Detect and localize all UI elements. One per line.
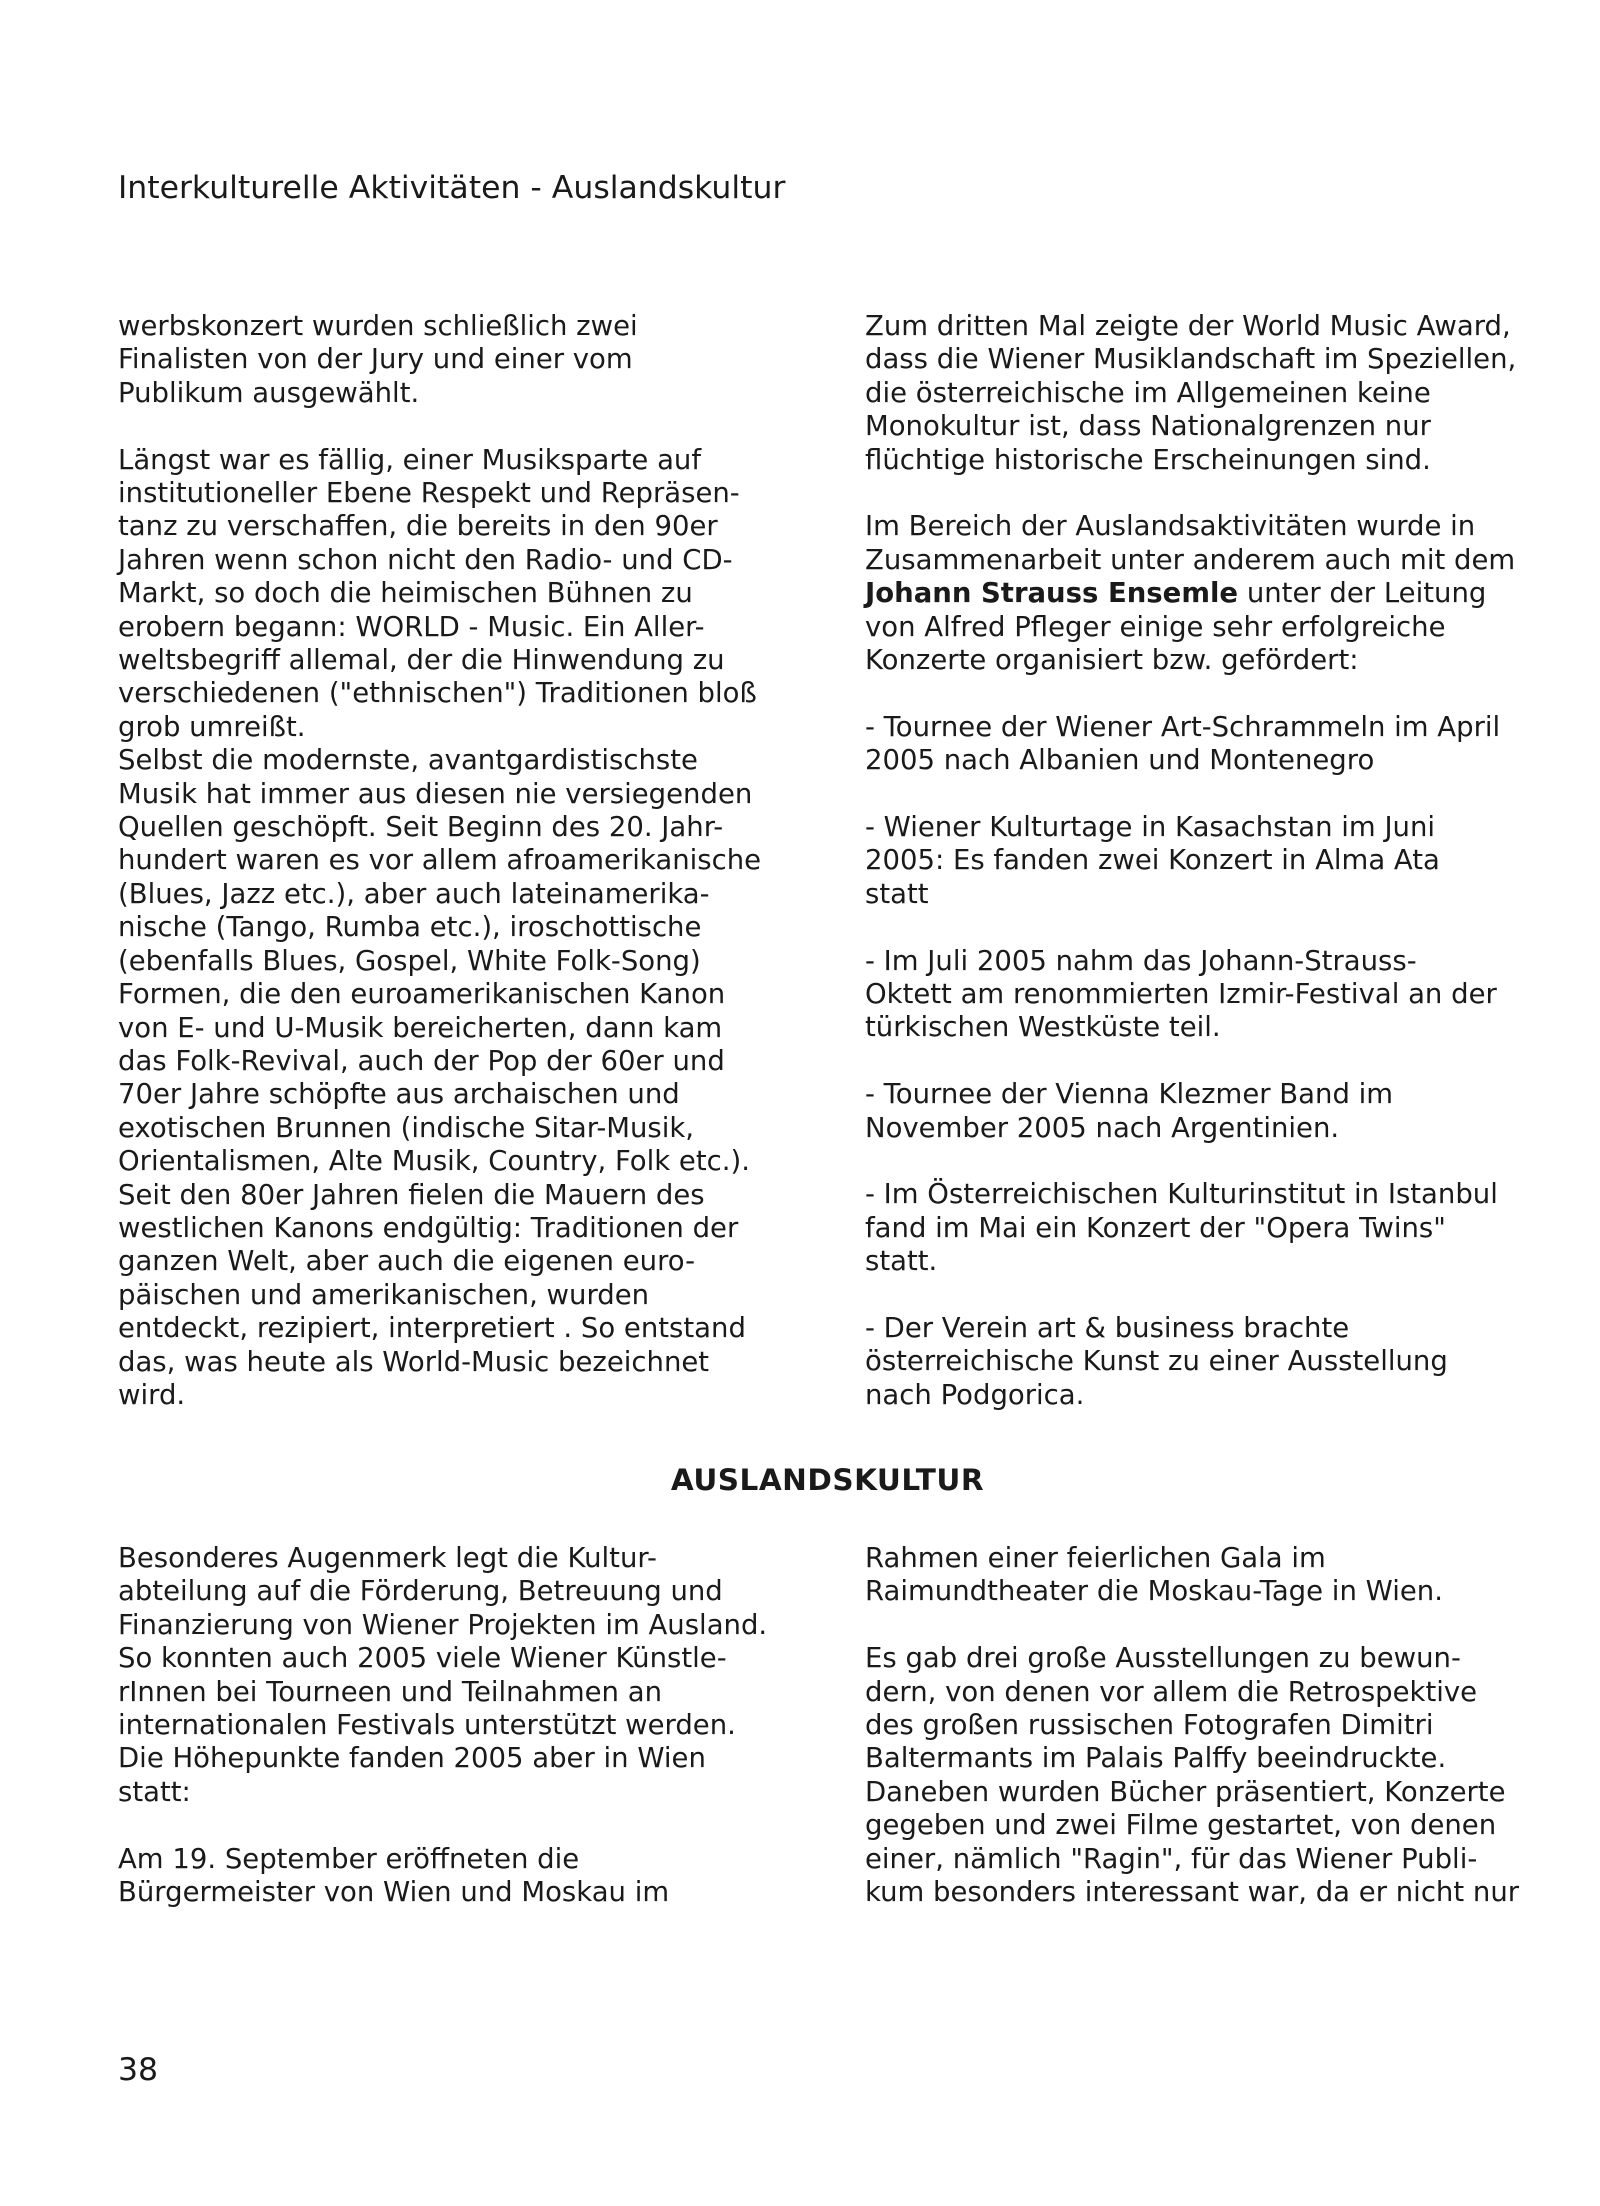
page-header-title: Interkulturelle Aktivitäten - Auslandskultur (118, 170, 786, 206)
text-line: päischen und amerikanischen, wurden (118, 1278, 650, 1311)
column-top-left (118, 310, 818, 1412)
text-line: Formen, die den euroamerikanischen Kanon (118, 978, 726, 1011)
column-bottom-right (865, 1542, 1565, 1909)
text-line: Besonderes Augenmerk legt die Kultur- (118, 1542, 657, 1574)
text-line: - Der Verein art & business brachte (865, 1312, 1350, 1345)
text-line: nach Podgorica. (865, 1378, 1085, 1411)
text-line: November 2005 nach Argentinien. (865, 1111, 1340, 1144)
text-line: Zum dritten Mal zeigte der World Music Award, (865, 310, 1511, 342)
text-line: Markt, so doch die heimischen Bühnen zu (118, 577, 693, 610)
text-line: tanz zu verschaffen, die bereits in den 90er (118, 510, 718, 543)
text-line: türkischen Westküste teil. (865, 1011, 1221, 1044)
paragraph (865, 1542, 1565, 1609)
text-line: wird. (118, 1378, 186, 1411)
list-item (865, 1078, 1565, 1145)
text-line: statt: (118, 1775, 191, 1808)
text-line: - Wiener Kulturtage in Kasachstan im Juni (865, 811, 1436, 844)
text-line: österreichische Kunst zu einer Ausstellung (865, 1345, 1448, 1378)
text-line: - Tournee der Wiener Art-Schrammeln im April (865, 710, 1501, 743)
text-line: Daneben wurden Bücher präsentiert, Konzerte (865, 1775, 1506, 1808)
text-line: Musik hat immer aus diesen nie versiegenden (118, 777, 753, 810)
text-fragment: unter der Leitung (1238, 577, 1487, 610)
text-line: Publikum ausgewählt. (118, 376, 420, 409)
text-line: - Im Juli 2005 nahm das Johann-Strauss- (865, 944, 1417, 977)
text-line: das, was heute als World-Music bezeichnet (118, 1345, 710, 1378)
text-line: dass die Wiener Musiklandschaft im Speziellen, (865, 343, 1517, 376)
text-line: Monokultur ist, dass Nationalgrenzen nur (865, 410, 1431, 443)
text-line: Oktett am renommierten Izmir-Festival an der (865, 978, 1497, 1011)
text-line: - Im Österreichischen Kulturinstitut in Istanbul (865, 1178, 1498, 1211)
text-line: internationalen Festivals unterstützt werden. (118, 1709, 736, 1742)
page-number: 38 (118, 2052, 159, 2088)
column-bottom-left (118, 1542, 818, 1909)
text-line: Zusammenarbeit unter anderem auch mit dem (865, 543, 1516, 576)
list-item (865, 711, 1565, 778)
text-line: Seit den 80er Jahren fielen die Mauern des (118, 1178, 705, 1211)
text-line (865, 577, 1565, 610)
text-line: Jahren wenn schon nicht den Radio- und CD- (118, 543, 733, 576)
text-line: Quellen geschöpft. Seit Beginn des 20. Jahr- (118, 811, 724, 844)
paragraph (118, 1542, 818, 1809)
text-line: 2005: Es fanden zwei Konzert in Alma Ata (865, 844, 1440, 877)
paragraph (865, 510, 1565, 677)
text-line: Im Bereich der Auslandsaktivitäten wurde in (865, 510, 1476, 543)
text-line: dern, von denen vor allem die Retrospektive (865, 1675, 1478, 1708)
text-line: Am 19. September eröffneten die (118, 1842, 580, 1875)
text-line: werbskonzert wurden schließlich zwei (118, 310, 638, 342)
text-line: grob umreißt. (118, 710, 306, 743)
text-line: Finalisten von der Jury und einer vom (118, 343, 633, 376)
text-line: (Blues, Jazz etc.), aber auch lateinamerika- (118, 877, 710, 910)
paragraph (118, 1843, 818, 1910)
text-line: (ebenfalls Blues, Gospel, White Folk-Song) (118, 944, 701, 977)
text-line: Längst war es fällig, einer Musiksparte auf (118, 443, 702, 476)
paragraph (118, 744, 818, 1412)
text-line: Finanzierung von Wiener Projekten im Ausland. (118, 1608, 768, 1641)
text-line: hundert waren es vor allem afroamerikanische (118, 844, 762, 877)
text-line: verschiedenen ("ethnischen") Traditionen bloß (118, 677, 757, 710)
text-line: die österreichische im Allgemeinen keine (865, 376, 1431, 409)
ensemble-name: Johann Strauss Ensemle (865, 577, 1239, 610)
section-heading: AUSLANDSKULTUR (670, 1463, 985, 1497)
text-line: 2005 nach Albanien und Montenegro (865, 744, 1375, 777)
text-line: Die Höhepunkte fanden 2005 aber in Wien (118, 1742, 706, 1775)
paragraph (118, 444, 818, 745)
text-line: einer, nämlich "Ragin", für das Wiener Publi- (865, 1842, 1478, 1875)
text-line: abteilung auf die Förderung, Betreuung und (118, 1575, 723, 1608)
text-line: ganzen Welt, aber auch die eigenen euro- (118, 1245, 696, 1278)
text-line: exotischen Brunnen (indische Sitar-Musik, (118, 1111, 695, 1144)
text-line: Selbst die modernste, avantgardistischste (118, 744, 698, 777)
text-line: weltsbegriff allemal, der die Hinwendung zu (118, 644, 725, 677)
text-line: westlichen Kanons endgültig: Traditionen der (118, 1211, 739, 1244)
text-line: von Alfred Pfleger einige sehr erfolgreiche (865, 610, 1446, 643)
text-line: Rahmen einer feierlichen Gala im (865, 1542, 1326, 1574)
text-line: von E- und U-Musik bereicherten, dann kam (118, 1011, 723, 1044)
text-line: fand im Mai ein Konzert der "Opera Twins" (865, 1211, 1446, 1244)
list-item (865, 811, 1565, 911)
paragraph (865, 310, 1565, 477)
list-item (865, 945, 1565, 1045)
text-line: institutioneller Ebene Respekt und Repräsen- (118, 477, 740, 510)
text-line: gegeben und zwei Filme gestartet, von denen (865, 1809, 1497, 1842)
text-line: Baltermants im Palais Palffy beeindruckte. (865, 1742, 1447, 1775)
list-item (865, 1312, 1565, 1412)
text-line: Orientalismen, Alte Musik, Country, Folk etc.). (118, 1145, 750, 1178)
text-line: das Folk-Revival, auch der Pop der 60er und (118, 1044, 725, 1077)
list-item (865, 1178, 1565, 1278)
text-line: So konnten auch 2005 viele Wiener Künstle- (118, 1642, 727, 1675)
text-line: nische (Tango, Rumba etc.), iroschottische (118, 911, 702, 944)
text-line: Bürgermeister von Wien und Moskau im (118, 1876, 670, 1909)
text-line: Es gab drei große Ausstellungen zu bewun- (865, 1642, 1461, 1675)
text-line: entdeckt, rezipiert, interpretiert . So entstand (118, 1312, 746, 1345)
text-line: des großen russischen Fotografen Dimitri (865, 1709, 1434, 1742)
text-line: rInnen bei Tourneen und Teilnahmen an (118, 1675, 663, 1708)
text-line: - Tournee der Vienna Klezmer Band im (865, 1078, 1394, 1111)
text-line: statt. (865, 1245, 938, 1278)
text-line: statt (865, 877, 929, 910)
text-line: Konzerte organisiert bzw. gefördert: (865, 644, 1359, 677)
text-line: flüchtige historische Erscheinungen sind. (865, 443, 1431, 476)
text-line: 70er Jahre schöpfte aus archaischen und (118, 1078, 680, 1111)
paragraph (865, 1642, 1565, 1909)
text-line: erobern begann: WORLD - Music. Ein Aller- (118, 610, 705, 643)
text-line: Raimundtheater die Moskau-Tage in Wien. (865, 1575, 1443, 1608)
text-line: kum besonders interessant war, da er nicht nur (865, 1876, 1520, 1909)
column-top-right (865, 310, 1565, 1412)
paragraph (118, 310, 818, 410)
